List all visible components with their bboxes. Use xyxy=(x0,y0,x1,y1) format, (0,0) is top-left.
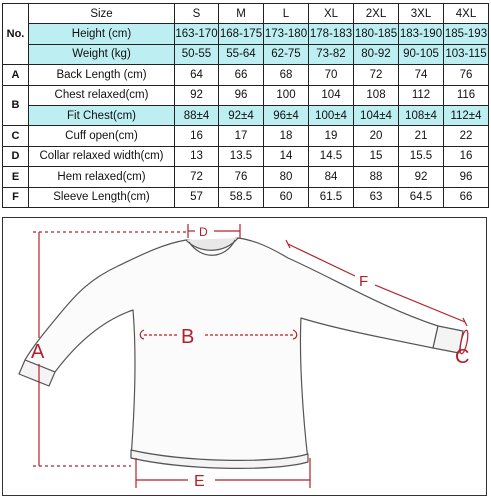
measure-key: D xyxy=(3,146,29,166)
measure-value: 104±4 xyxy=(354,105,399,125)
measure-value: 96 xyxy=(444,167,489,187)
measure-value: 55-64 xyxy=(219,44,264,64)
measure-value: 76 xyxy=(219,167,264,187)
measure-value: 66 xyxy=(444,187,489,207)
measure-value: 104 xyxy=(309,85,354,105)
table-row xyxy=(3,167,489,187)
measure-label: Fit Chest(cm) xyxy=(29,105,175,125)
measure-value: 72 xyxy=(354,65,399,85)
measure-value: 68 xyxy=(264,65,309,85)
measure-value: 58.5 xyxy=(219,187,264,207)
measure-value: 103-115 xyxy=(444,44,489,64)
shirt-illustration xyxy=(3,218,488,497)
measure-label: Sleeve Length(cm) xyxy=(29,187,175,207)
measure-value: 96 xyxy=(219,85,264,105)
shirt-body xyxy=(25,238,438,467)
measure-value: 72 xyxy=(175,167,219,187)
table-row xyxy=(3,65,489,85)
measure-value: 173-180 xyxy=(264,24,309,44)
measure-value: 20 xyxy=(354,126,399,146)
size-column-header: 4XL xyxy=(444,4,489,24)
measure-value: 14 xyxy=(264,146,309,166)
measure-value: 50-55 xyxy=(175,44,219,64)
measure-value: 108 xyxy=(354,85,399,105)
measure-value: 74 xyxy=(399,65,444,85)
measure-value: 64 xyxy=(175,65,219,85)
measure-value: 63 xyxy=(354,187,399,207)
measure-value: 64.5 xyxy=(399,187,444,207)
measure-value: 14.5 xyxy=(309,146,354,166)
measure-value: 61.5 xyxy=(309,187,354,207)
measure-value: 60 xyxy=(264,187,309,207)
measure-value: 180-185 xyxy=(354,24,399,44)
measure-value: 15 xyxy=(354,146,399,166)
measure-value: 100±4 xyxy=(309,105,354,125)
measure-key: B xyxy=(3,85,29,126)
measure-value: 88±4 xyxy=(175,105,219,125)
measure-value: 108±4 xyxy=(399,105,444,125)
label-e: E xyxy=(194,473,205,490)
label-b: B xyxy=(181,326,195,348)
measure-value: 84 xyxy=(309,167,354,187)
size-column-header: 3XL xyxy=(399,4,444,24)
measure-value: 112 xyxy=(399,85,444,105)
measure-value: 15.5 xyxy=(399,146,444,166)
measure-key: C xyxy=(3,126,29,146)
measure-value: 16 xyxy=(175,126,219,146)
measure-label: Hem relaxed(cm) xyxy=(29,167,175,187)
measure-value: 116 xyxy=(444,85,489,105)
measure-value: 92±4 xyxy=(219,105,264,125)
measure-value: 163-170 xyxy=(175,24,219,44)
measure-value: 21 xyxy=(399,126,444,146)
measure-key: A xyxy=(3,65,29,85)
measure-value: 168-175 xyxy=(219,24,264,44)
measure-value: 62-75 xyxy=(264,44,309,64)
table-row xyxy=(3,105,489,125)
measure-value: 90-105 xyxy=(399,44,444,64)
table-row xyxy=(3,24,489,44)
size-column-header: S xyxy=(175,4,219,24)
measure-value: 92 xyxy=(399,167,444,187)
table-row xyxy=(3,146,489,166)
measure-value: 88 xyxy=(354,167,399,187)
label-a: A xyxy=(31,341,45,363)
measure-value: 76 xyxy=(444,65,489,85)
corner-label: No. xyxy=(3,4,29,65)
measure-label: Back Length (cm) xyxy=(29,65,175,85)
measure-label: Height (cm) xyxy=(29,24,175,44)
measure-value: 66 xyxy=(219,65,264,85)
measure-value: 16 xyxy=(444,146,489,166)
size-table xyxy=(2,3,489,208)
size-header-row xyxy=(3,4,489,24)
measure-label: Cuff open(cm) xyxy=(29,126,175,146)
size-column-header: L xyxy=(264,4,309,24)
measure-key: F xyxy=(3,187,29,207)
size-column-header: M xyxy=(219,4,264,24)
measure-value: 80-92 xyxy=(354,44,399,64)
measure-value: 13.5 xyxy=(219,146,264,166)
measure-value: 17 xyxy=(219,126,264,146)
size-column-header: XL xyxy=(309,4,354,24)
measure-value: 73-82 xyxy=(309,44,354,64)
measure-value: 183-190 xyxy=(399,24,444,44)
label-f: F xyxy=(359,273,369,290)
table-row xyxy=(3,187,489,207)
measure-label: Weight (kg) xyxy=(29,44,175,64)
measure-value: 18 xyxy=(264,126,309,146)
size-column-header: 2XL xyxy=(354,4,399,24)
measure-value: 22 xyxy=(444,126,489,146)
label-c: C xyxy=(455,346,470,368)
measure-value: 13 xyxy=(175,146,219,166)
measure-value: 178-183 xyxy=(309,24,354,44)
measure-value: 100 xyxy=(264,85,309,105)
measure-label: Collar relaxed width(cm) xyxy=(29,146,175,166)
size-header: Size xyxy=(29,4,175,24)
measure-value: 185-193 xyxy=(444,24,489,44)
measure-value: 92 xyxy=(175,85,219,105)
table-row xyxy=(3,85,489,105)
table-row xyxy=(3,44,489,64)
measure-value: 70 xyxy=(309,65,354,85)
measure-value: 112±4 xyxy=(444,105,489,125)
measure-value: 57 xyxy=(175,187,219,207)
label-d: D xyxy=(199,225,208,239)
measure-label: Chest relaxed(cm) xyxy=(29,85,175,105)
garment-diagram xyxy=(2,217,487,496)
measure-value: 19 xyxy=(309,126,354,146)
table-row xyxy=(3,126,489,146)
measure-value: 80 xyxy=(264,167,309,187)
measure-value: 96±4 xyxy=(264,105,309,125)
measure-key: E xyxy=(3,167,29,187)
